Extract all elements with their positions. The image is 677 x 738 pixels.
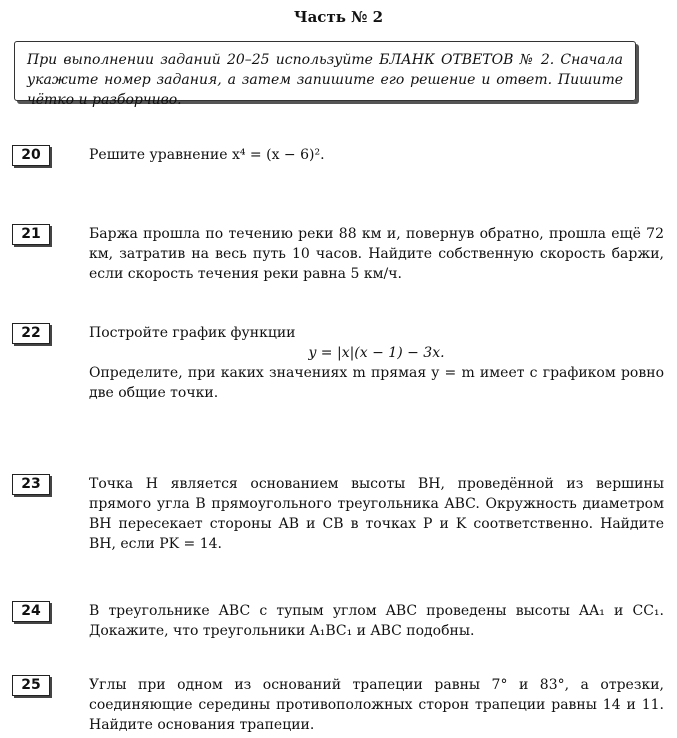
task-text: Баржа прошла по течению реки 88 км и, повернув обратно, прошла ещё 72 км, затратив на весь путь 10 часов. Найдите собственную скорость баржи, если скорость течения реки равна 5 км/ч. xyxy=(89,226,664,282)
formula: y = |x|(x − 1) − 3x. xyxy=(308,345,445,361)
task-text: Углы при одном из оснований трапеции равны 7° и 83°, а отрезки, соединяющие середины противоположных сторон трапеции равны 14 и 11. Найдите основания трапеции. xyxy=(89,677,664,733)
task-number: 23 xyxy=(12,474,50,495)
instructions-box: При выполнении заданий 20–25 используйте БЛАНК ОТВЕТОВ № 2. Сначала укажите номер задания, а затем запишите его решение и ответ. Пишите чётко и разборчиво. xyxy=(14,41,636,101)
task-text: Точка H является основанием высоты BH, проведённой из вершины прямого угла B прямоугольного треугольника ABC. Окружность диаметром BH пересекает стороны AB и CB в точках P и K соответственно. Найдите BH, если PK = 14. xyxy=(89,476,664,552)
page-title: Часть № 2 xyxy=(293,8,384,26)
task-text: Решите уравнение x⁴ = (x − 6)². xyxy=(89,147,325,163)
task-number: 20 xyxy=(12,145,50,166)
task-text: В треугольнике ABC с тупым углом ABC проведены высоты AA₁ и CC₁. Докажите, что треугольники A₁BC₁ и ABC подобны. xyxy=(89,603,664,639)
task-number: 21 xyxy=(12,224,50,245)
task-text: Постройте график функции y = |x|(x − 1) − 3x. Определите, при каких значениях m прямая y = m имеет с графиком ровно две общие точки. xyxy=(89,325,664,401)
task-number: 22 xyxy=(12,323,50,344)
task-number: 24 xyxy=(12,601,50,622)
task-number: 25 xyxy=(12,675,50,696)
